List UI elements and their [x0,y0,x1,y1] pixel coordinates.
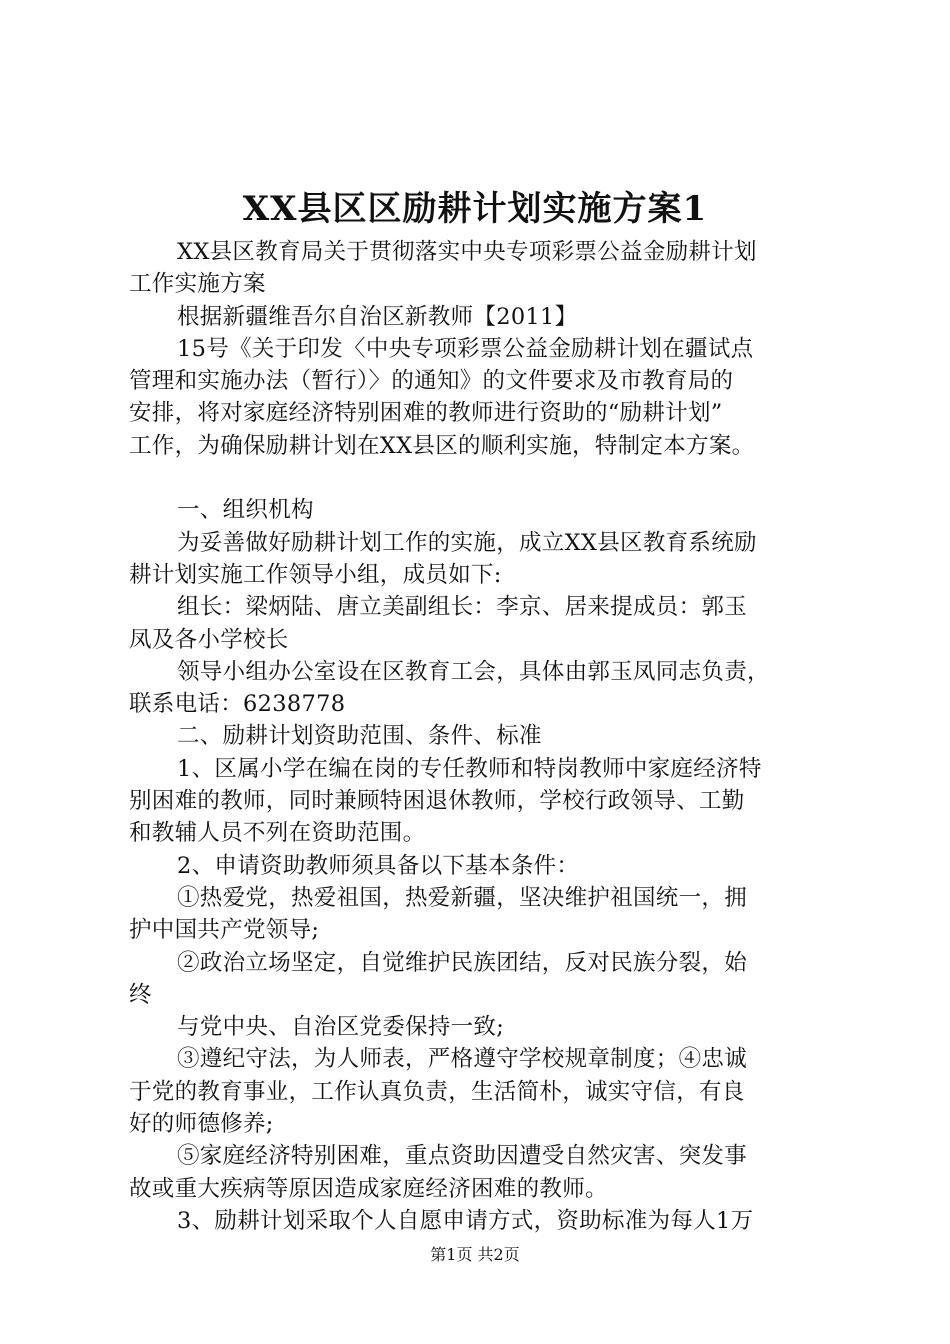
text-line: 护中国共产党领导; [129,917,320,944]
text-line: 于党的教育事业，工作认真负责，生活简朴，诚实守信，有良 [129,1078,745,1105]
text-line: 好的师德修养; [129,1111,274,1138]
document-title: XX县区区励耕计划实施方案1 [242,189,708,229]
text-line: 1、区属小学在编在岗的专任教师和特岗教师中家庭经济特 [177,755,762,782]
text-line: 组长：梁炳陆、唐立美副组长：李京、居来提成员：郭玉 [177,594,748,621]
text-line: XX县区教育局关于贯彻落实中央专项彩票公益金励耕计划 [177,239,757,265]
text-line: 一、组织机构 [177,497,314,524]
text-line: 凤及各小学校长 [129,626,289,653]
text-line: 联系电话：6238778 [129,691,346,718]
text-line: ②政治立场坚定，自觉维护民族团结，反对民族分裂，始 [177,949,748,976]
text-line: 根据新疆维吾尔自治区新教师【2011】 [177,303,578,330]
text-line: 耕计划实施工作领导小组，成员如下: [129,561,502,588]
text-line: 和教辅人员不列在资助范围。 [129,820,426,847]
text-line: 为妥善做好励耕计划工作的实施，成立XX县区教育系统励 [177,529,757,556]
text-line: 别困难的教师，同时兼顾特困退休教师，学校行政领导、工勤 [129,788,745,815]
text-line: 3、励耕计划采取个人自愿申请方式，资助标准为每人1万 [177,1207,754,1234]
text-line: 工作，为确保励耕计划在XX县区的顺利实施，特制定本方案。 [129,432,755,459]
document-body [129,236,829,1237]
text-line [129,462,829,494]
text-line: ①热爱党，热爱祖国，热爱新疆，坚决维护祖国统一，拥 [177,884,748,911]
text-line: 管理和实施办法（暂行）〉的通知》的文件要求及市教育局的 [129,368,734,395]
text-line: 与党中央、自治区党委保持一致; [177,1014,505,1041]
text-line: 终 [129,981,152,1008]
text-line: 二、励耕计划资助范围、条件、标准 [177,723,542,750]
text-line: 领导小组办公室设在区教育工会，具体由郭玉凤同志负责， [177,658,770,685]
text-line: 安排，将对家庭经济特别困难的教师进行资助的“励耕计划” [129,400,723,427]
text-line: 工作实施方案 [129,271,266,298]
text-line: 故或重大疾病等原因造成家庭经济困难的教师。 [129,1175,608,1202]
text-line: ⑤家庭经济特别困难，重点资助因遭受自然灾害、突发事 [177,1143,748,1170]
page-footer: 第1页 共2页 [430,1245,520,1264]
text-line: 2、申请资助教师须具备以下基本条件： [177,852,580,879]
text-line: ③遵纪守法，为人师表，严格遵守学校规章制度；④忠诚 [177,1046,748,1073]
text-line: 15号《关于印发〈中央专项彩票公益金励耕计划在疆试点 [177,335,754,362]
